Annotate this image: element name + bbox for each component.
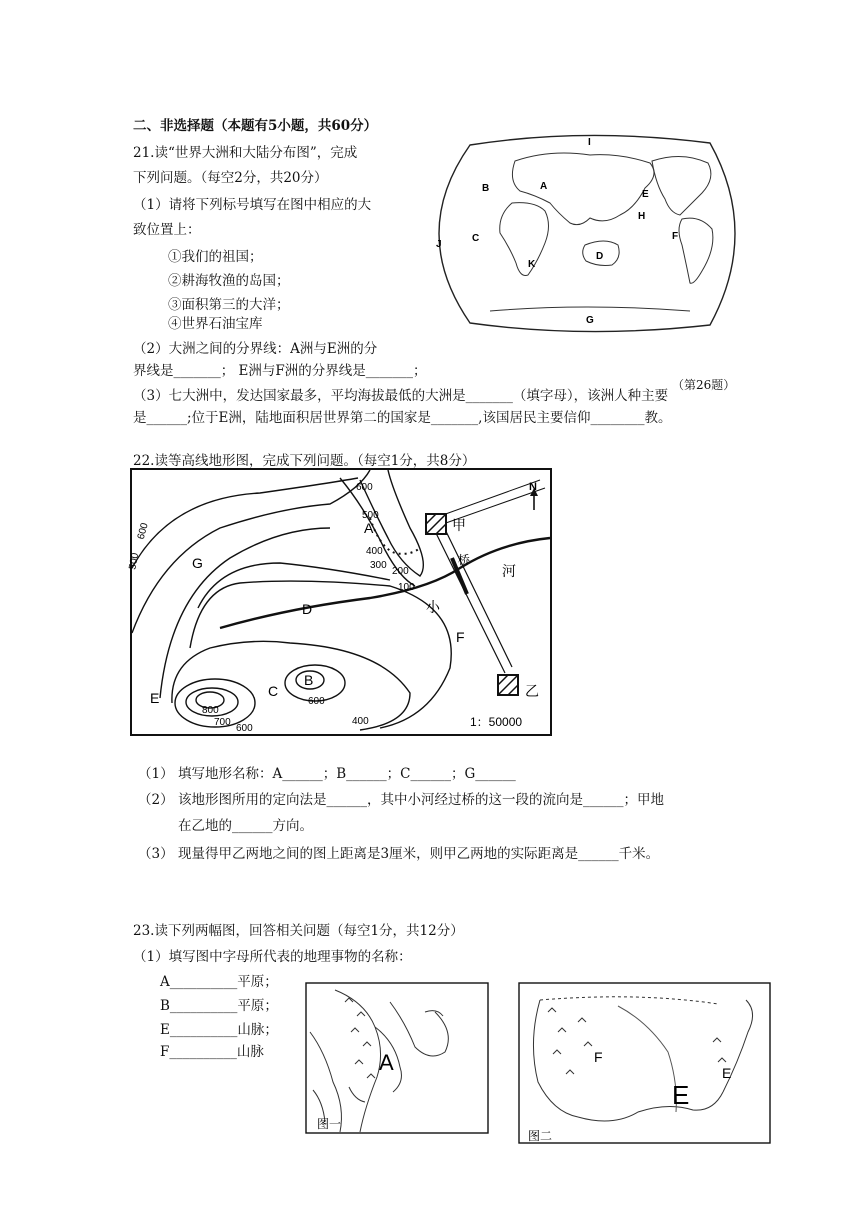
q21-item-4: ④世界石油宝库 <box>168 316 263 332</box>
figure2-letter-e: E <box>722 1065 732 1081</box>
contour-label: 600 <box>308 696 325 707</box>
figure1-map <box>305 982 489 1134</box>
q22-title: 22.读等高线地形图，完成下列问题。（每空1分，共8分） <box>133 453 476 469</box>
map-letter-f: F <box>672 231 679 242</box>
q23-blank-a: A__________平原； <box>160 974 278 990</box>
town-jia-label: 甲 <box>452 517 466 533</box>
contour-map <box>127 468 552 736</box>
q22-sub3-number: （3） <box>138 846 174 862</box>
figure1-letter-a: A <box>379 1050 394 1075</box>
contour-label: 400 <box>366 546 383 557</box>
town-yi-label: 乙 <box>525 683 539 699</box>
map-letter-c: C <box>472 233 480 244</box>
map-letter-g: G <box>586 315 594 326</box>
q22-sub1: 填写地形名称：A______；B______；C______；G______ <box>178 766 516 782</box>
world-continents-map <box>420 133 750 333</box>
contour-label: 500 <box>127 552 142 571</box>
q21-item-2: ②耕海牧渔的岛国； <box>168 273 290 289</box>
letter-g: G <box>192 555 203 571</box>
letter-d: D <box>302 601 313 617</box>
q21-part3-line2: 是______;位于E洲，陆地面积居世界第二的国家是_______,该国居民主要信仰________教。 <box>133 410 672 426</box>
q22-sub3: 现量得甲乙两地之间的图上距离是3厘米，则甲乙两地的实际距离是______千米。 <box>178 846 660 862</box>
q22-sub2-line2: 在乙地的______方向。 <box>178 818 313 834</box>
map-letter-e: E <box>642 189 649 200</box>
contour-label: 600 <box>236 723 253 734</box>
figure2-letter-f: F <box>594 1049 603 1065</box>
figure2-letter-e-bold: E <box>672 1080 690 1110</box>
letter-a: A <box>364 520 374 536</box>
q21-item-3: ③面积第三的大洋； <box>168 297 290 313</box>
map-letter-i: I <box>588 137 591 148</box>
letter-b: B <box>304 672 314 688</box>
river-label-1: 河 <box>502 563 516 579</box>
figure2-caption: 图二 <box>528 1129 553 1143</box>
figure2-map <box>518 982 771 1144</box>
map-letter-a: A <box>540 181 548 192</box>
contour-label: 600 <box>356 482 373 493</box>
map-letter-d: D <box>596 251 604 262</box>
letter-e: E <box>150 690 160 706</box>
map-letter-k: K <box>528 259 536 270</box>
q21-part1-line1: （1）请将下列标号填写在图中相应的大 <box>133 197 372 213</box>
figure1-caption: 图一 <box>317 1117 342 1131</box>
letter-f: F <box>456 629 465 645</box>
contour-label: 400 <box>352 716 369 727</box>
contour-label: 100 <box>398 582 415 593</box>
map-letter-j: J <box>436 239 442 250</box>
q23-blank-f: F__________山脉 <box>160 1044 264 1060</box>
contour-label: 300 <box>370 560 387 571</box>
contour-label: 500 <box>362 510 379 521</box>
section-title: 二、非选择题（本题有5小题，共60分） <box>133 118 378 134</box>
q21-intro-line1: 21.读“世界大洲和大陆分布图”，完成 <box>133 145 358 161</box>
river-label-2: 小 <box>426 599 440 615</box>
letter-c: C <box>268 683 279 699</box>
q22-sub1-number: （1） <box>138 766 174 782</box>
q23-blank-b: B__________平原； <box>160 998 278 1014</box>
q21-part2-line2: 界线是_______； E洲与F洲的分界线是_______； <box>133 363 427 379</box>
scale-label: 1：50000 <box>470 715 523 729</box>
q21-part3-line1: （3）七大洲中，发达国家最多，平均海拔最低的大洲是_______（填字母），该洲人种主要 <box>133 388 669 404</box>
bridge-label: 桥 <box>458 553 471 567</box>
q21-item-1: ①我们的祖国； <box>168 249 263 265</box>
map-letter-h: H <box>638 211 646 222</box>
q21-intro-line2: 下列问题。（每空2分，共20分） <box>133 170 328 186</box>
map-caption: （第26题） <box>672 378 736 392</box>
contour-label: 800 <box>202 705 219 716</box>
contour-label: 700 <box>214 717 231 728</box>
q21-part2-line1: （2）大洲之间的分界线：A洲与E洲的分 <box>133 341 378 357</box>
q23-sub1: （1）填写图中字母所代表的地理事物的名称： <box>133 949 412 965</box>
q22-sub2-number: （2） <box>138 792 174 808</box>
map-letter-b: B <box>482 183 490 194</box>
q22-sub2-line1: 该地形图所用的定向法是______，其中小河经过桥的这一段的流向是______；甲地 <box>178 792 664 808</box>
q21-part1-line2: 致位置上： <box>133 222 201 238</box>
q23-title: 23.读下列两幅图，回答相关问题（每空1分，共12分） <box>133 923 464 939</box>
contour-label: 600 <box>135 521 151 541</box>
q23-blank-e: E__________山脉； <box>160 1022 278 1038</box>
contour-label: 200 <box>392 566 409 577</box>
north-label: N <box>529 481 537 493</box>
